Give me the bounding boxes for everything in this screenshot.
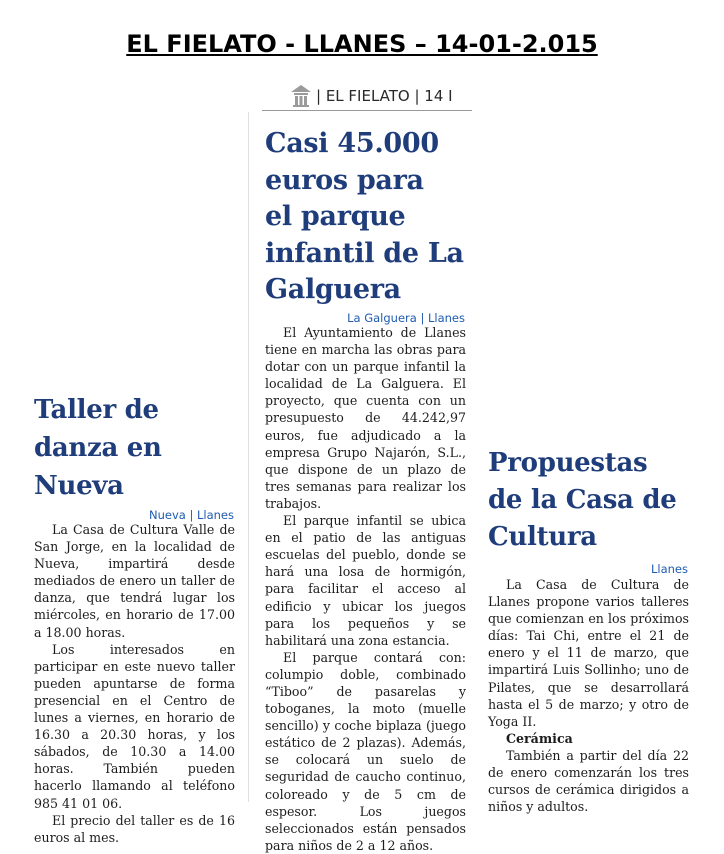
- article-body-parque: [265, 324, 466, 854]
- headline-parque: [265, 126, 475, 309]
- headline-line: Nueva: [34, 471, 124, 501]
- article-body-danza: [34, 521, 235, 846]
- paragraph: El Ayuntamiento de Llanes tiene en marcha las obras para dotar con un parque infantil la localidad de La Galguera. El proyecto, que cuenta con un presupuesto de 44.242,97 euros, fue adjudicado a la empresa Grupo Najarón, S.L., que dispone de un plazo de tres semanas para realizar los trabajos.: [265, 325, 466, 511]
- byline-parque: La Galguera | Llanes: [347, 311, 465, 325]
- headline-line: euros para: [265, 164, 424, 196]
- paragraph: Los interesados en participar en este nuevo taller pueden apuntarse de forma presencial en el Centro de lunes a viernes, en horario de 16.30 a 20.30 horas, y los sábados, de 10.30 a 14.00 horas. También pueden hacerlo llamando al teléfono 985 41 01 06.: [34, 641, 235, 811]
- page-title: EL FIELATO - LLANES – 14-01-2.015: [126, 30, 598, 58]
- headline-line: Taller de: [34, 395, 159, 425]
- paragraph: El parque contará con: columpio doble, combinado “Tiboo” de pasarelas y toboganes, la moto (muelle sencillo) y coche biplaza (juego estático de 2 plazas). Además, se colocará un suelo de seguridad de caucho continuo, coloreado y de 5 cm de espesor. Los juegos seleccionados están pensados para niños de 2 a 12 años.: [265, 649, 466, 853]
- byline-danza: Nueva | Llanes: [148, 508, 234, 522]
- running-head-section: | EL FIELATO | 14 I: [316, 87, 453, 105]
- headline-line: Propuestas: [488, 448, 648, 478]
- headline-danza: [34, 391, 234, 505]
- paragraph: La Casa de Cultura de Llanes propone varios talleres que comienzan en los próximos días: Tai Chi, entre el 21 de enero y el 11 de marzo, que impartirá Luis Sollinho; uno de Pilates, que se desarrollará hasta el 5 de marzo; y otro de Yoga II.: [488, 577, 689, 729]
- headline-line: de la Casa de: [488, 485, 677, 515]
- headline-line: infantil de La: [265, 237, 464, 269]
- headline-line: el parque: [265, 201, 406, 232]
- headline-line: Galguera: [265, 274, 401, 305]
- article-body-cultura: [488, 576, 689, 815]
- headline-line: Cultura: [488, 522, 597, 552]
- paragraph: También a partir del día 22 de enero comenzarán los tres cursos de cerámica dirigidos a niños y adultos.: [488, 747, 689, 815]
- paragraph: El precio del taller es de 16 euros al mes.: [34, 812, 235, 845]
- column-divider: [248, 112, 249, 802]
- headline-cultura: [488, 445, 708, 556]
- headline-line: Casi 45.000: [265, 128, 439, 159]
- running-head: [262, 82, 472, 111]
- paragraph: La Casa de Cultura Valle de San Jorge, en la localidad de Nueva, impartirá desde mediados de enero un taller de danza, que tendrá lugar los miércoles, en horario de 17.00 a 18.00 horas.: [34, 522, 235, 640]
- subhead-ceramica: Cerámica: [506, 730, 573, 746]
- house-icon: [290, 84, 312, 108]
- paragraph: El parque infantil se ubica en el patio de las antiguas escuelas del pueblo, donde se hará una losa de hormigón, para facilitar el acceso al edificio y ubicar los juegos para los pequeños y se habilitará una zona estancia.: [265, 513, 466, 648]
- headline-line: danza en: [34, 433, 162, 463]
- byline-cultura: Llanes: [650, 562, 688, 576]
